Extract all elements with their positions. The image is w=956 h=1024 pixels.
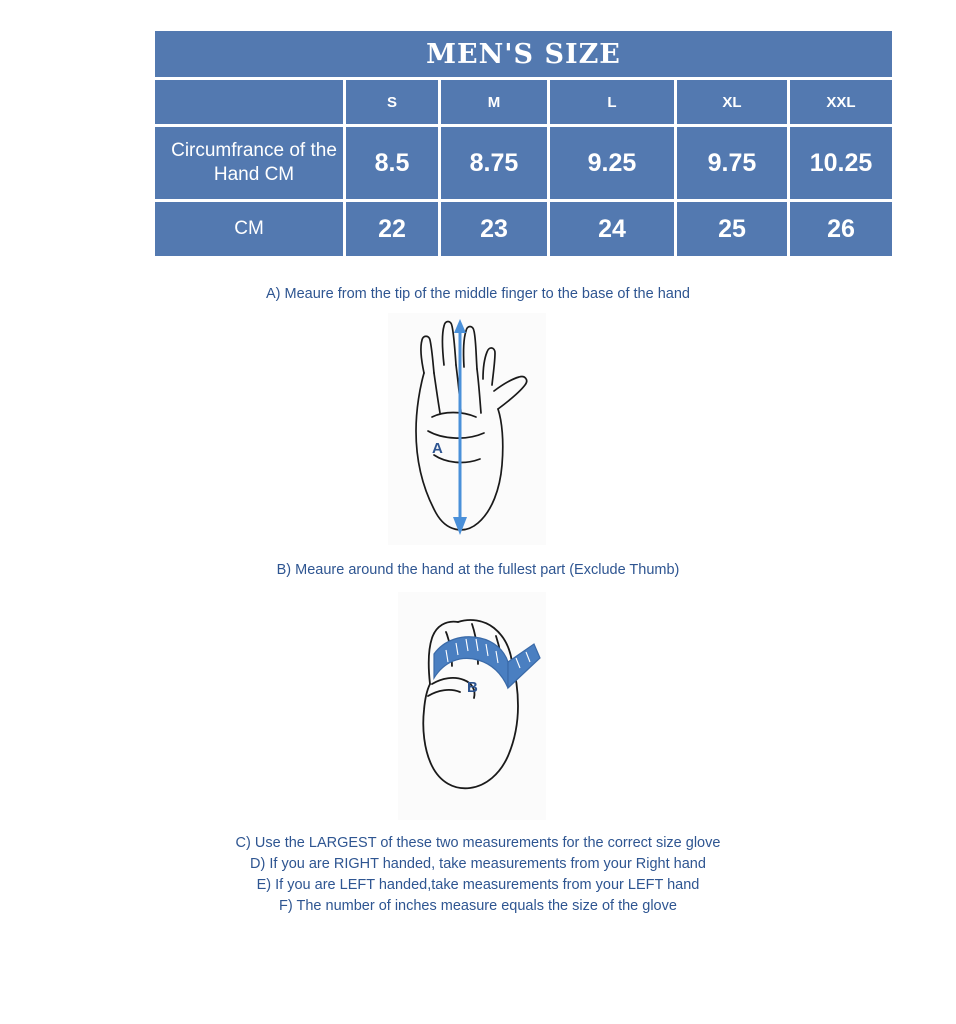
hand-length-svg [388, 313, 546, 545]
row-label-cm: CM [155, 202, 343, 256]
cell-cm-m: 23 [441, 202, 547, 256]
table-header-row [155, 80, 892, 124]
table-row [155, 202, 892, 256]
hand-circumference-svg [398, 592, 546, 820]
table-header-l: L [550, 80, 674, 124]
note-f: F) The number of inches measure equals the size of the glove [279, 898, 677, 914]
cell-cm-l: 24 [550, 202, 674, 256]
caption-a: A) Meaure from the tip of the middle finger to the base of the hand [266, 286, 690, 302]
cell-cm-s: 22 [346, 202, 438, 256]
table-header-xl: XL [677, 80, 787, 124]
hand-circumference-illustration [398, 592, 546, 820]
cell-circumference-xl: 9.75 [677, 127, 787, 199]
footer-notes [0, 833, 956, 917]
table-title-row [155, 31, 892, 77]
size-table-container [152, 28, 874, 259]
table-row [155, 127, 892, 199]
figure-b-letter: B [467, 679, 478, 696]
table-header-xxl: XXL [790, 80, 892, 124]
table-header-s: S [346, 80, 438, 124]
caption-b: B) Meaure around the hand at the fullest part (Exclude Thumb) [276, 562, 680, 578]
cell-circumference-m: 8.75 [441, 127, 547, 199]
figure-a-letter: A [432, 440, 443, 457]
note-e: E) If you are LEFT handed,take measurements from your LEFT hand [256, 877, 700, 893]
note-c: C) Use the LARGEST of these two measurements for the correct size glove [235, 835, 721, 851]
cell-cm-xl: 25 [677, 202, 787, 256]
cell-circumference-l: 9.25 [550, 127, 674, 199]
size-table [152, 28, 895, 259]
tape-measure [434, 637, 540, 688]
page-title: MEN'S SIZE [155, 31, 892, 77]
row-label-circumference: Circumfrance of the Hand CM [155, 127, 343, 199]
table-header-m: M [441, 80, 547, 124]
table-header-blank [155, 80, 343, 124]
cell-cm-xxl: 26 [790, 202, 892, 256]
hand-length-illustration [388, 313, 546, 545]
cell-circumference-s: 8.5 [346, 127, 438, 199]
cell-circumference-xxl: 10.25 [790, 127, 892, 199]
note-d: D) If you are RIGHT handed, take measurements from your Right hand [250, 856, 706, 872]
